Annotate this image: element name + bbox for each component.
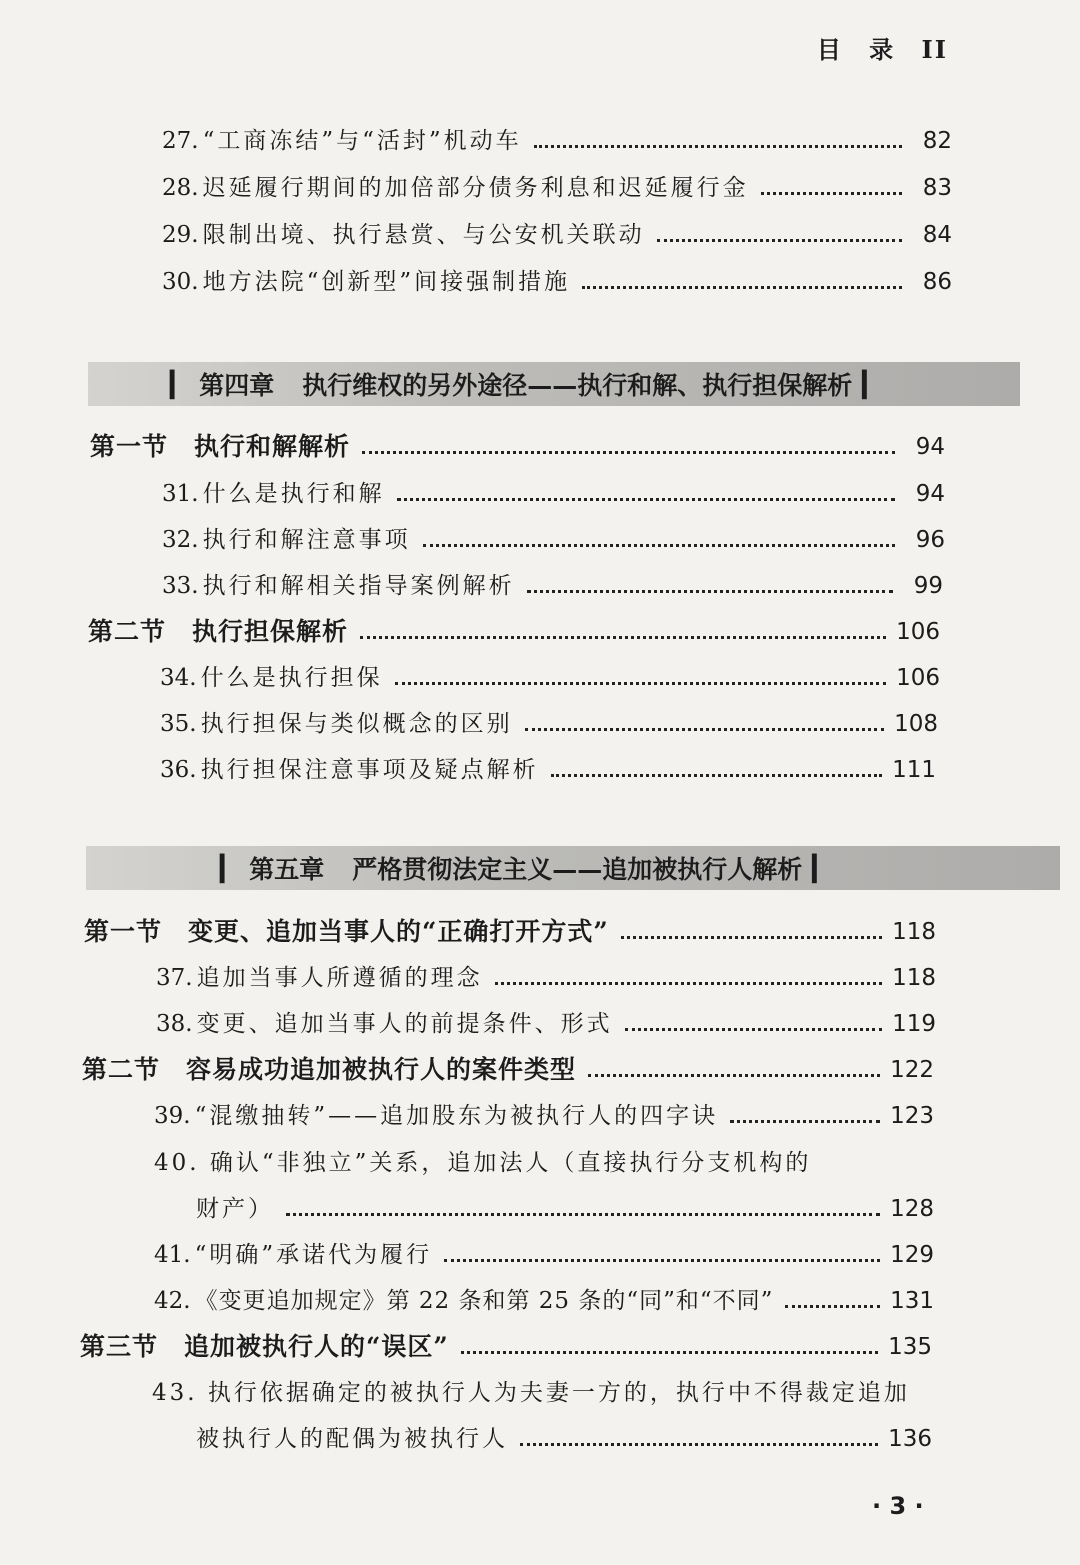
entry-number: 28. <box>162 175 199 201</box>
section-title: 追加被执行人的“误区” <box>184 1332 449 1361</box>
toc-entry-43-line2[interactable] <box>196 1424 932 1454</box>
section-title: 执行担保解析 <box>192 617 349 646</box>
leader-dots <box>395 682 887 685</box>
toc-entry-40-line2[interactable] <box>196 1194 934 1224</box>
entry-title: 《变更追加规定》第 22 条和第 25 条的“同”和“不同” <box>194 1288 774 1314</box>
entry-title-continued: 财产） <box>196 1196 274 1222</box>
chapter-4-heading[interactable]: ▎ 第四章 执行维权的另外途径——执行和解、执行担保解析 ▎ <box>88 362 1020 406</box>
toc-entry-38[interactable] <box>156 1009 936 1039</box>
toc-entry-39[interactable] <box>154 1101 934 1131</box>
entry-title: 追加当事人所遵循的理念 <box>196 965 483 991</box>
entry-page: 123 <box>890 1103 934 1129</box>
entry-page: 118 <box>892 965 936 991</box>
entry-page: 106 <box>896 665 940 691</box>
entry-page: 108 <box>894 711 938 737</box>
section-label: 第二节 <box>88 617 167 646</box>
leader-dots <box>785 1305 880 1308</box>
leader-dots <box>461 1351 878 1354</box>
toc-section-ch4-1[interactable] <box>90 432 945 462</box>
running-head <box>817 30 948 65</box>
leader-dots <box>444 1259 880 1262</box>
entry-title: 执行担保与类似概念的区别 <box>200 711 513 737</box>
chapter-title: 执行维权的另外途径——执行和解、执行担保解析 <box>302 371 853 400</box>
entry-page: 84 <box>922 222 952 248</box>
leader-dots <box>397 498 895 501</box>
entry-title: 执行和解相关指导案例解析 <box>202 573 515 599</box>
entry-number: 27. <box>162 128 199 154</box>
entry-title: “工商冻结”与“活封”机动车 <box>202 128 522 154</box>
section-title: 执行和解解析 <box>194 432 351 461</box>
toc-entry-29[interactable] <box>162 220 952 250</box>
section-page: 135 <box>888 1334 932 1360</box>
entry-title-continued: 被执行人的配偶为被执行人 <box>196 1426 508 1452</box>
leader-dots <box>423 544 895 547</box>
entry-number: 32. <box>162 527 199 553</box>
entry-title: 什么是执行担保 <box>200 665 383 691</box>
entry-title: 变更、追加当事人的前提条件、形式 <box>196 1011 613 1037</box>
entry-page: 119 <box>892 1011 936 1037</box>
entry-page: 131 <box>890 1288 934 1314</box>
entry-number: 31. <box>162 481 199 507</box>
leader-dots <box>657 239 902 242</box>
toc-entry-34[interactable] <box>160 663 940 693</box>
entry-number: 37. <box>156 965 193 991</box>
entry-page: 111 <box>892 757 936 783</box>
entry-number: 35. <box>160 711 197 737</box>
entry-page: 128 <box>890 1196 934 1222</box>
toc-entry-27[interactable] <box>162 126 952 156</box>
entry-page: 96 <box>915 527 945 553</box>
entry-title: 确认“非独立”关系，追加法人（直接执行分支机构的 <box>209 1150 812 1176</box>
section-label: 第一节 <box>90 432 169 461</box>
toc-entry-36[interactable] <box>160 755 936 785</box>
entry-number: 30. <box>162 269 199 295</box>
chapter-5-heading[interactable]: ▎ 第五章 严格贯彻法定主义——追加被执行人解析 ▎ <box>86 846 1060 890</box>
leader-dots <box>761 192 902 195</box>
entry-page: 86 <box>922 269 952 295</box>
section-page: 94 <box>915 434 945 460</box>
leader-dots <box>621 936 882 939</box>
leader-dots <box>551 774 883 777</box>
toc-section-ch5-2[interactable] <box>82 1055 934 1085</box>
entry-number: 42. <box>154 1288 191 1314</box>
entry-title: 地方法院“创新型”间接强制措施 <box>202 269 571 295</box>
entry-title: “明确”承诺代为履行 <box>194 1242 433 1268</box>
entry-number: 34. <box>160 665 197 691</box>
entry-title: 执行担保注意事项及疑点解析 <box>200 757 539 783</box>
entry-title: 迟延履行期间的加倍部分债务利息和迟延履行金 <box>202 175 749 201</box>
toc-entry-41[interactable] <box>154 1240 934 1270</box>
toc-section-ch4-2[interactable] <box>88 617 940 647</box>
entry-number: 41. <box>154 1242 191 1268</box>
section-page: 118 <box>892 919 936 945</box>
entry-title: 限制出境、执行悬赏、与公安机关联动 <box>202 222 645 248</box>
entry-title: 执行依据确定的被执行人为夫妻一方的，执行中不得裁定追加 <box>207 1380 910 1406</box>
chapter-label: 第五章 <box>249 855 325 884</box>
toc-entry-33[interactable] <box>162 571 943 601</box>
running-head-bars: II <box>921 35 948 64</box>
toc-section-ch5-1[interactable] <box>84 917 936 947</box>
entry-page: 99 <box>913 573 943 599</box>
toc-entry-28[interactable] <box>162 173 952 203</box>
leader-dots <box>534 145 902 148</box>
entry-page: 136 <box>888 1426 932 1452</box>
toc-entry-40-line1[interactable] <box>154 1148 811 1178</box>
leader-dots <box>527 590 893 593</box>
chapter-title: 严格贯彻法定主义——追加被执行人解析 <box>352 855 803 884</box>
section-label: 第一节 <box>84 917 163 946</box>
leader-dots <box>730 1120 880 1123</box>
entry-number: 33. <box>162 573 199 599</box>
entry-title: 什么是执行和解 <box>202 481 385 507</box>
toc-entry-37[interactable] <box>156 963 936 993</box>
section-page: 106 <box>896 619 940 645</box>
toc-entry-35[interactable] <box>160 709 938 739</box>
entry-page: 82 <box>922 128 952 154</box>
toc-section-ch5-3[interactable] <box>80 1332 932 1362</box>
running-head-text: 目 录 <box>816 35 904 64</box>
entry-page: 94 <box>915 481 945 507</box>
leader-dots <box>588 1074 880 1077</box>
entry-number: 39. <box>154 1103 191 1129</box>
entry-title: 执行和解注意事项 <box>202 527 411 553</box>
leader-dots <box>286 1213 880 1216</box>
section-label: 第二节 <box>82 1055 161 1084</box>
entry-number: 29. <box>162 222 199 248</box>
entry-number: 38. <box>156 1011 193 1037</box>
entry-number: 43. <box>152 1380 198 1406</box>
leader-dots <box>360 636 886 639</box>
entry-number: 36. <box>160 757 197 783</box>
toc-entry-32[interactable] <box>162 525 945 555</box>
entry-page: 129 <box>890 1242 934 1268</box>
section-label: 第三节 <box>80 1332 159 1361</box>
page-folio: · 3 · <box>872 1492 924 1520</box>
section-title: 容易成功追加被执行人的案件类型 <box>186 1055 577 1084</box>
leader-dots <box>362 451 895 454</box>
leader-dots <box>495 982 883 985</box>
entry-page: 83 <box>922 175 952 201</box>
leader-dots <box>582 286 902 289</box>
section-title: 变更、追加当事人的“正确打开方式” <box>188 917 609 946</box>
leader-dots <box>520 1443 878 1446</box>
section-page: 122 <box>890 1057 934 1083</box>
leader-dots <box>625 1028 883 1031</box>
toc-entry-31[interactable] <box>162 479 945 509</box>
entry-title: “混缴抽转”——追加股东为被执行人的四字诀 <box>194 1103 719 1129</box>
toc-entry-43-line1[interactable] <box>152 1378 910 1408</box>
entry-number: 40. <box>154 1150 200 1176</box>
leader-dots <box>525 728 885 731</box>
toc-entry-30[interactable] <box>162 267 952 297</box>
toc-entry-42[interactable] <box>154 1286 934 1316</box>
chapter-label: 第四章 <box>199 371 275 400</box>
